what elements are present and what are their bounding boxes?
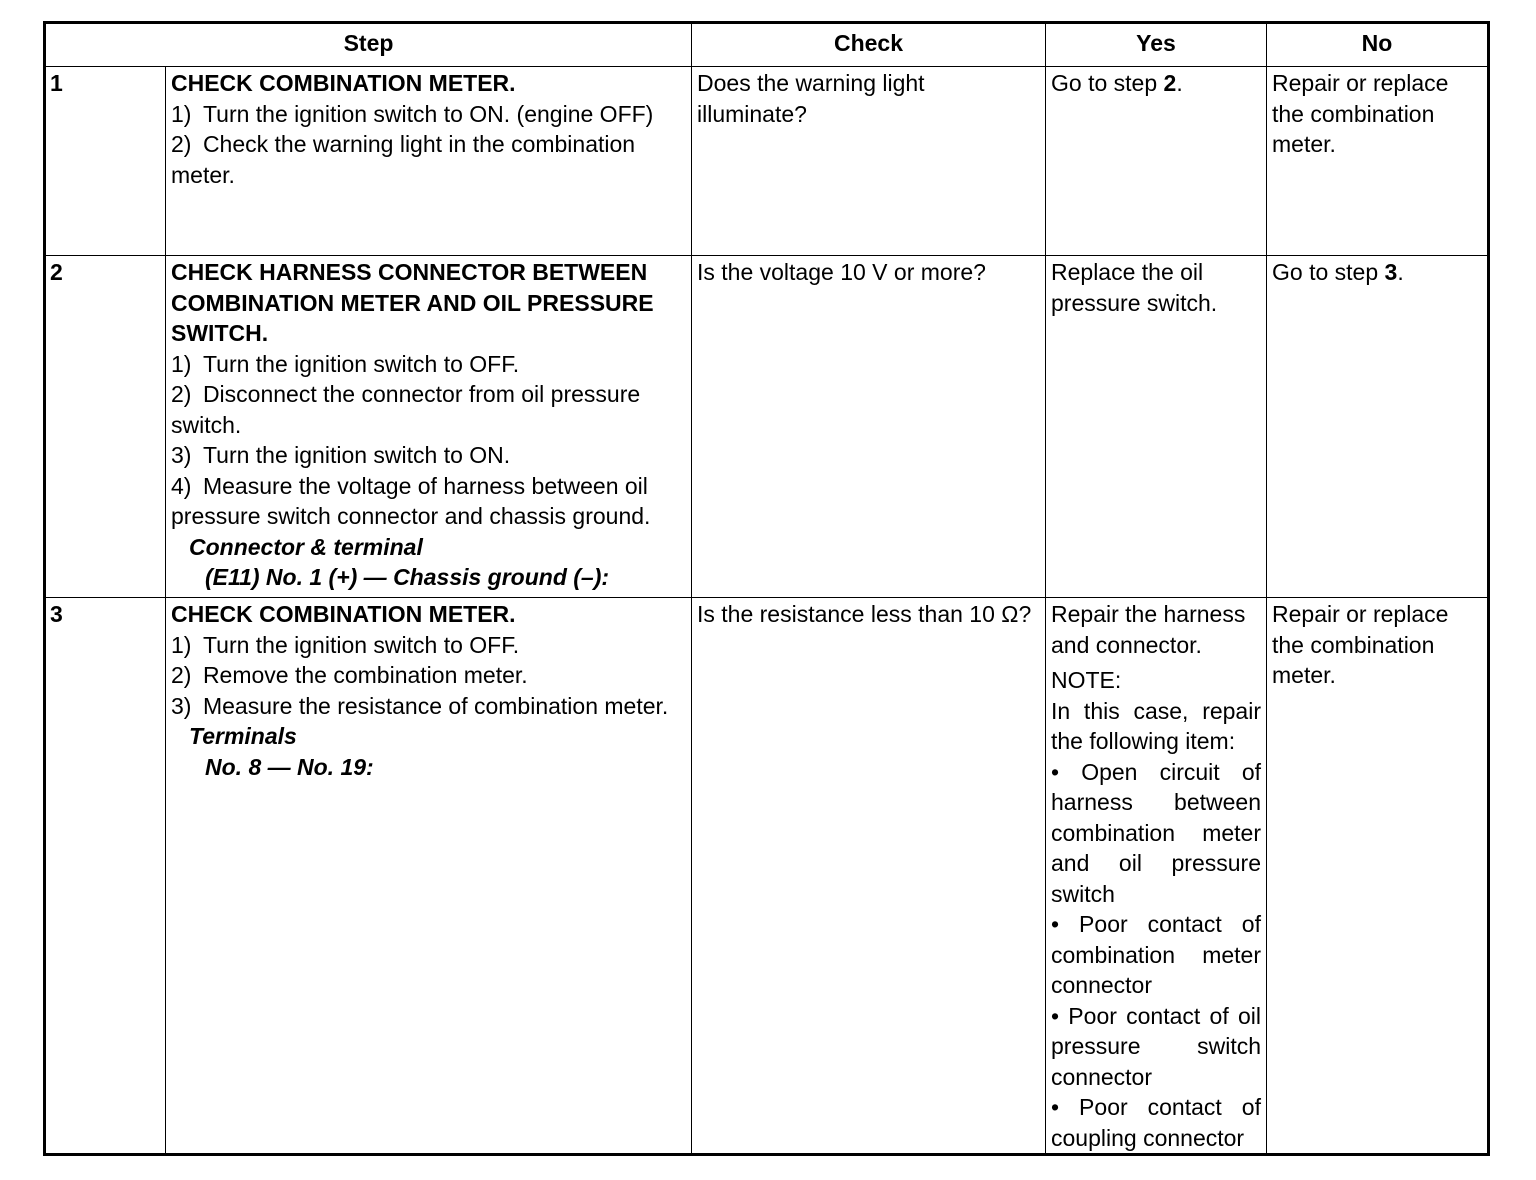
note-label: NOTE: xyxy=(1051,667,1122,693)
yes-text: Go to step xyxy=(1051,70,1164,96)
step-number: 1 xyxy=(45,67,166,256)
check-cell: Is the voltage 10 V or more? xyxy=(692,256,1046,598)
table-row xyxy=(45,256,1489,598)
step-number: 2 xyxy=(45,256,166,598)
diagnostic-table xyxy=(43,21,1490,1156)
step-instruction: 2) Disconnect the connector from oil pressure switch. xyxy=(171,381,641,438)
step-instruction: 4) Measure the voltage of harness between oil pressure switch connector and chassis ground. xyxy=(171,472,651,529)
yes-cell xyxy=(1046,598,1267,1155)
header-yes: Yes xyxy=(1046,23,1267,67)
note-item: • Poor contact of combination meter connector xyxy=(1051,911,1261,998)
step-cell xyxy=(166,598,692,1155)
step-instruction: 2) Check the warning light in the combination meter. xyxy=(171,131,636,188)
step-title: CHECK COMBINATION METER. xyxy=(171,70,516,96)
spec-value: No. 8 — No. 19: xyxy=(205,753,374,780)
no-step-ref: 3 xyxy=(1384,259,1398,285)
step-title: CHECK COMBINATION METER. xyxy=(171,601,516,627)
header-no: No xyxy=(1267,23,1489,67)
step-title: CHECK HARNESS CONNECTOR BETWEEN COMBINATION METER AND OIL PRESSURE SWITCH. xyxy=(171,259,654,346)
spec-label: Connector & terminal xyxy=(189,533,423,560)
yes-main: Repair the harness and connector. xyxy=(1051,601,1246,658)
yes-cell: Replace the oil pressure switch. xyxy=(1046,256,1267,598)
table-row xyxy=(45,598,1489,1155)
spec-value: (E11) No. 1 (+) — Chassis ground (–): xyxy=(205,564,610,590)
yes-suffix: . xyxy=(1176,70,1183,96)
step-instruction: 2) Remove the combination meter. xyxy=(171,662,528,688)
note-item: • Poor contact of coupling connector xyxy=(1051,1094,1261,1151)
note-intro: In this case, repair the following item: xyxy=(1051,697,1261,754)
header-step: Step xyxy=(45,23,692,67)
step-instruction: 3) Turn the ignition switch to ON. xyxy=(171,442,511,468)
no-cell xyxy=(1267,256,1489,598)
step-instruction: 1) Turn the ignition switch to OFF. xyxy=(171,631,520,658)
check-cell: Is the resistance less than 10 Ω? xyxy=(692,598,1046,1155)
step-instruction: 1) Turn the ignition switch to OFF. xyxy=(171,350,520,377)
no-cell: Repair or replace the combination meter. xyxy=(1267,598,1489,1155)
note-item: • Poor contact of oil pressure switch connector xyxy=(1051,1002,1261,1090)
yes-step-ref: 2 xyxy=(1163,70,1177,96)
step-number: 3 xyxy=(45,598,166,1155)
check-cell: Does the warning light illuminate? xyxy=(692,67,1046,256)
note-item: • Open circuit of harness between combination meter and oil pressure switch xyxy=(1051,758,1261,907)
yes-cell xyxy=(1046,67,1267,256)
header-check: Check xyxy=(692,23,1046,67)
step-cell xyxy=(166,67,692,256)
table-row xyxy=(45,67,1489,256)
no-suffix: . xyxy=(1397,259,1404,285)
step-cell xyxy=(166,256,692,598)
header-row xyxy=(45,23,1489,67)
step-instruction: 3) Measure the resistance of combination meter. xyxy=(171,692,669,719)
step-instruction: 1) Turn the ignition switch to ON. (engine OFF) xyxy=(171,100,654,127)
no-text: Go to step xyxy=(1272,259,1385,285)
no-cell: Repair or replace the combination meter. xyxy=(1267,67,1489,256)
spec-label: Terminals xyxy=(189,723,297,749)
